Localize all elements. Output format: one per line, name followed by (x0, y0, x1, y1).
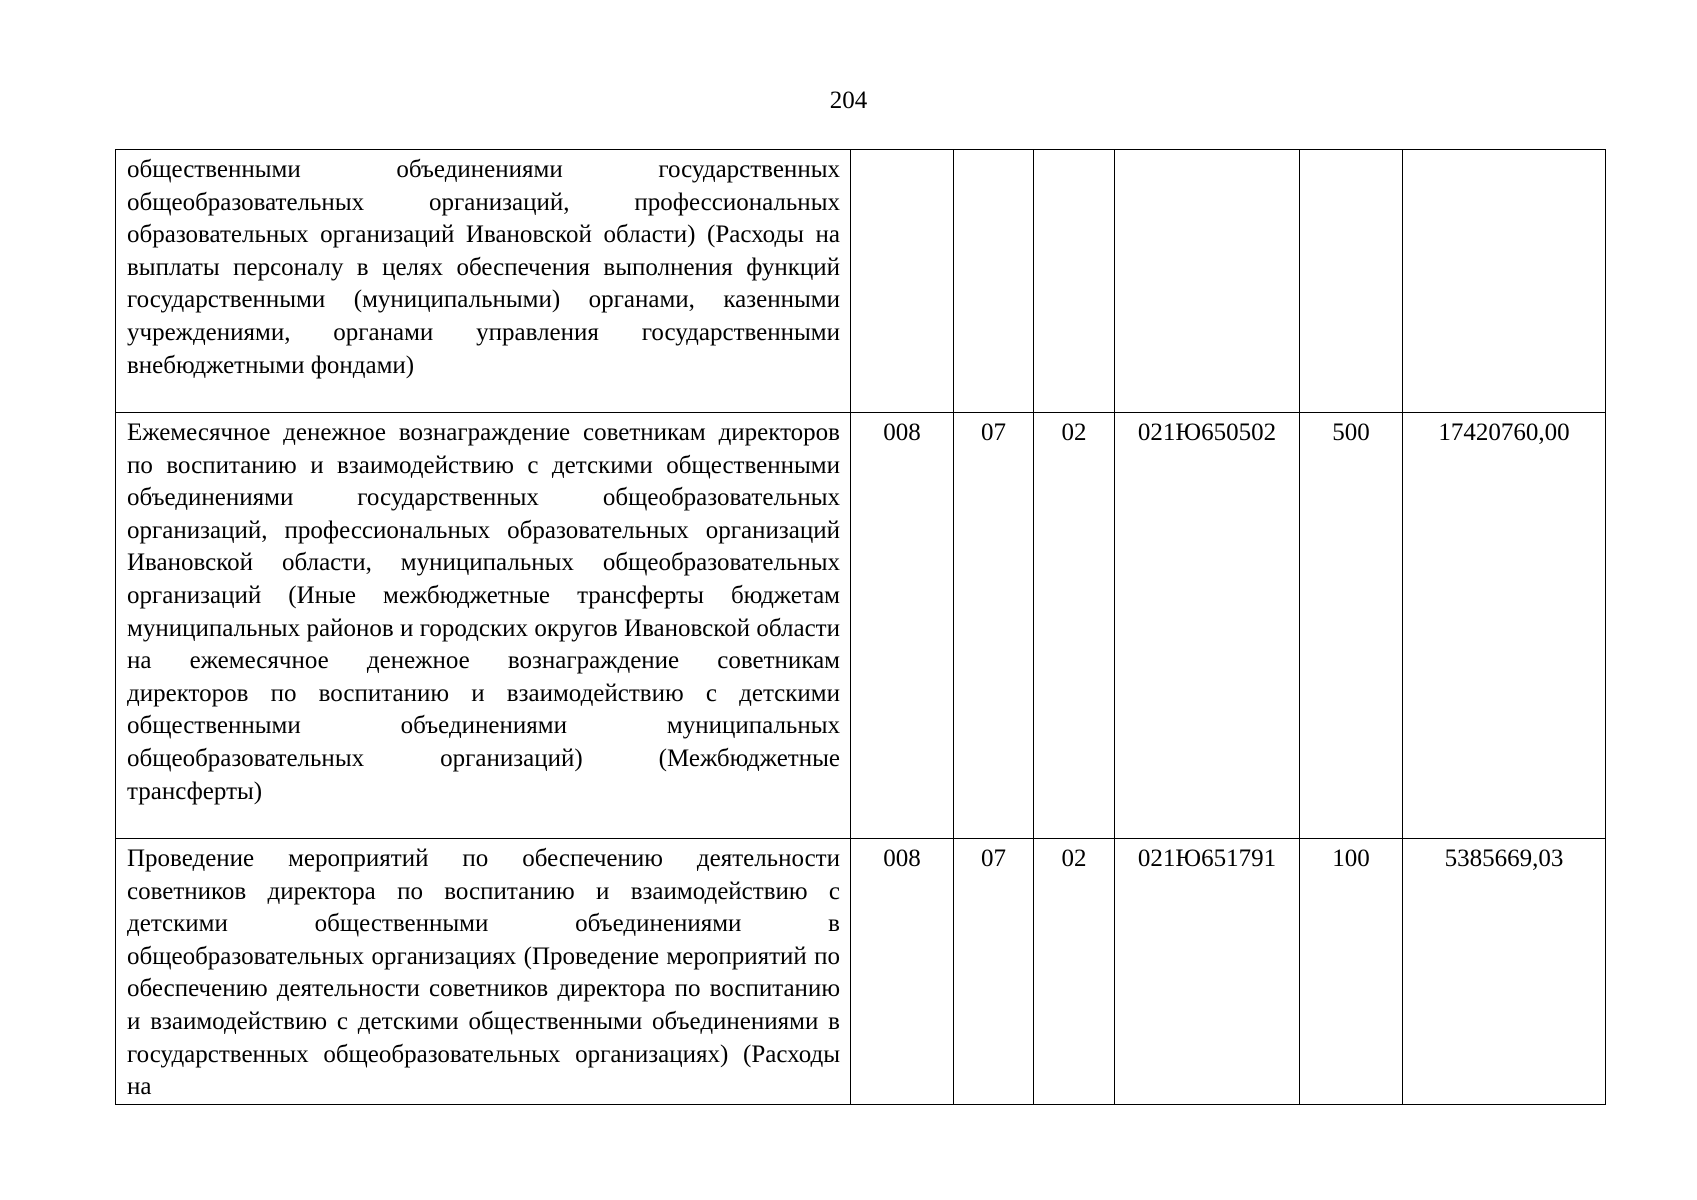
ministry-code: 008 (851, 839, 954, 1105)
expense-type-code (1300, 150, 1403, 413)
table-row (116, 413, 1606, 839)
ministry-code (851, 150, 954, 413)
amount (1403, 150, 1606, 413)
subsection-code: 02 (1034, 839, 1115, 1105)
target-article-code (1115, 150, 1300, 413)
target-article-code: 021Ю650502 (1115, 413, 1300, 839)
amount: 17420760,00 (1403, 413, 1606, 839)
row-description: Проведение мероприятий по обеспечению деятельности советников директора по воспитанию и взаимодействию с детскими общественными объединениями в общеобразовательных организациях (Проведение мероприятий по обеспечению деятельности советников директора по воспитанию и взаимодействию с детскими общественными объединениями в государственных общеобразовательных организациях) (Расходы на (116, 839, 851, 1105)
row-description: Ежемесячное денежное вознаграждение советникам директоров по воспитанию и взаимодействию с детскими общественными объединениями государственных общеобразовательных организаций, профессиональных образовательных организаций Ивановской области, муниципальных общеобразовательных организаций (Иные межбюджетные трансферты бюджетам муниципальных районов и городских округов Ивановской области на ежемесячное денежное вознаграждение советникам директоров по воспитанию и взаимодействию с детскими общественными объединениями муниципальных общеобразовательных организаций) (Межбюджетные трансферты) (116, 413, 851, 839)
ministry-code: 008 (851, 413, 954, 839)
table-row (116, 150, 1606, 413)
expense-type-code: 500 (1300, 413, 1403, 839)
target-article-code: 021Ю651791 (1115, 839, 1300, 1105)
budget-table (115, 149, 1606, 1105)
row-description: общественными объединениями государственных общеобразовательных организаций, профессиональных образовательных организаций Ивановской области) (Расходы на выплаты персоналу в целях обеспечения выполнения функций государственными (муниципальными) органами, казенными учреждениями, органами управления государственными внебюджетными фондами) (116, 150, 851, 413)
expense-type-code: 100 (1300, 839, 1403, 1105)
section-code (954, 150, 1034, 413)
table-row (116, 839, 1606, 1105)
subsection-code: 02 (1034, 413, 1115, 839)
section-code: 07 (954, 413, 1034, 839)
amount: 5385669,03 (1403, 839, 1606, 1105)
subsection-code (1034, 150, 1115, 413)
section-code: 07 (954, 839, 1034, 1105)
page-number: 204 (829, 87, 868, 114)
